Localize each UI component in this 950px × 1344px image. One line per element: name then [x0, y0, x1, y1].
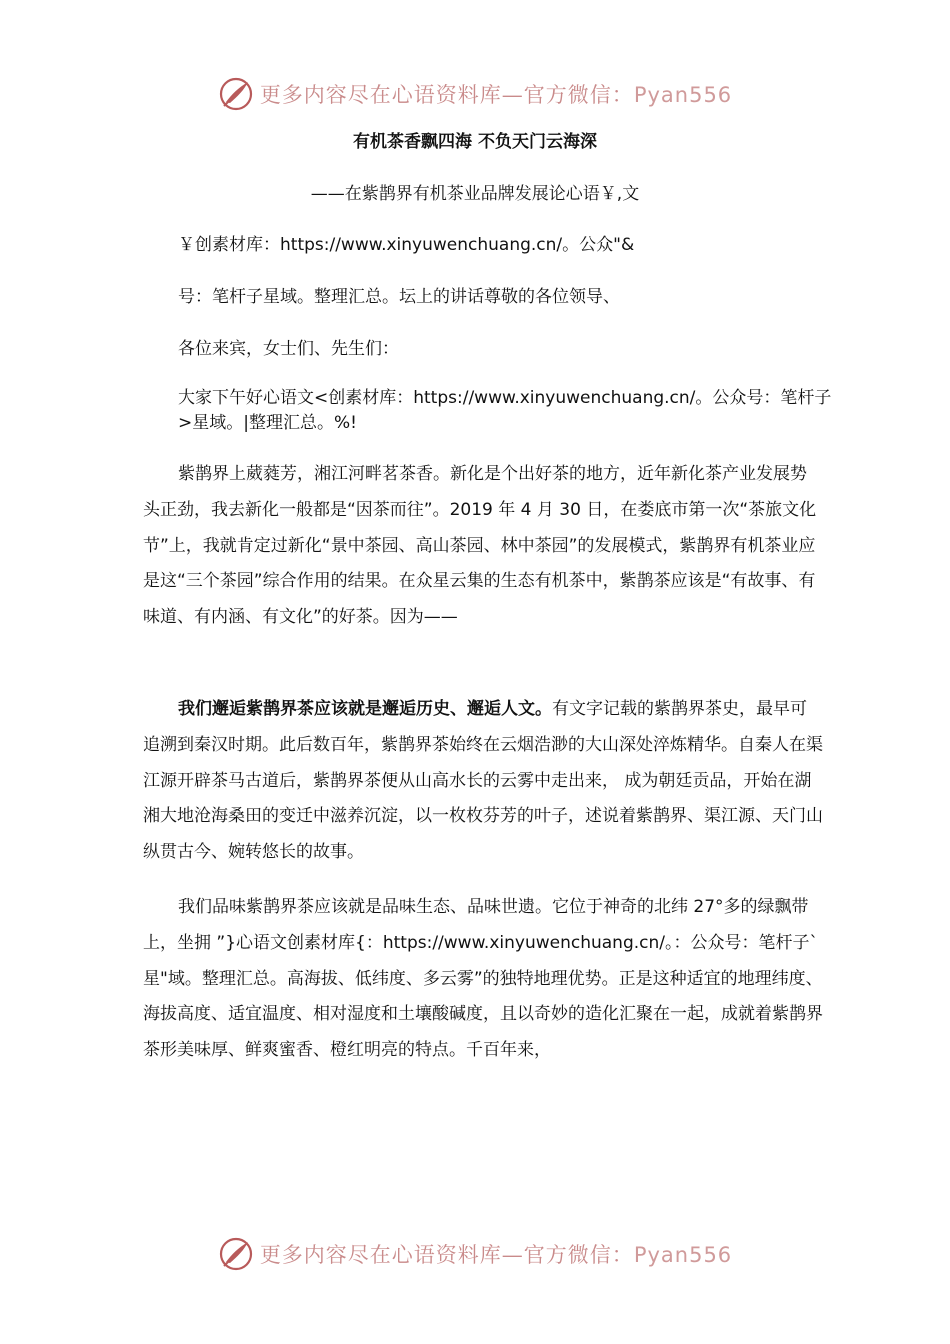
document-title: 有机茶香飘四海 不负天门云海深: [353, 132, 597, 152]
document-subtitle: ——在紫鹊界有机茶业品牌发展论心语￥,文: [310, 184, 640, 204]
text-line-1: ￥创素材库：https://www.xinyuwenchuang.cn/。公众"&: [178, 235, 635, 255]
text-line-3: 各位来宾，女士们、先生们：: [178, 339, 399, 359]
text-line-2: 号：笔杆子星域。整理汇总。坛上的讲话尊敬的各位领导、: [178, 287, 620, 307]
footer-banner-main-text: 更多内容尽在心语资料库—官方微信：: [259, 1243, 634, 1267]
paragraph-3: 我们品味紫鹊界茶应该就是品味生态、品味世遗。它位于神奇的北纬 27°多的绿飘带上，坐拥 ”}心语文创素材库{：https://www.xinyuwenchuang.cn/。：公众号：笔杆子`星"域。整理汇总。高海拔、低纬度、多云雾”的独特地理优势。正是这种适宜的地理纬度、海拔高度、适宜温度、相对湿度和土壤酸碱度，且以奇妙的造化汇聚在一起，成就着紫鹊界茶形美味厚、鲜爽蜜香、橙红明亮的特点。千百年来，: [143, 897, 823, 1061]
footer-banner: [0, 1232, 950, 1276]
banner-wechat-id: Pyan556: [633, 83, 733, 107]
banner-text: [260, 79, 732, 109]
paragraph-2-lead: 我们邂逅紫鹊界茶应该就是邂逅历史、邂逅人文。: [178, 699, 552, 719]
header-banner: [0, 72, 950, 116]
paragraph-1: 紫鹊界上葳蕤芳，湘江河畔茗茶香。新化是个出好茶的地方，近年新化茶产业发展势头正劲，我去新化一般都是“因茶而往”。2019 年 4 月 30 日，在娄底市第一次“茶旅文化节”上，我就肯定过新化“景中茶园、高山茶园、林中茶园”的发展模式，紫鹊界有机茶业应是这“三个茶园”综合作用的结果。在众星云集的生态有机茶中，紫鹊茶应该是“有故事、有味道、有内涵、有文化”的好茶。因为——: [143, 464, 817, 628]
quill-pen-logo-icon: [218, 1236, 254, 1272]
footer-banner-wechat-id: Pyan556: [633, 1243, 733, 1267]
paragraph-2: [143, 692, 823, 871]
footer-banner-text: [260, 1239, 732, 1269]
greeting-paragraph: 大家下午好心语文<创素材库：https://www.xinyuwenchuang.cn/。公众号：笔杆子>星域。|整理汇总。%!: [178, 388, 832, 433]
quill-pen-logo-icon: [218, 76, 254, 112]
banner-main-text: 更多内容尽在心语资料库—官方微信：: [259, 83, 634, 107]
paragraph-2-body: 有文字记载的紫鹊界茶史，最早可追溯到秦汉时期。此后数百年，紫鹊界茶始终在云烟浩渺的大山深处淬炼精华。自秦人在渠江源开辟茶马古道后，紫鹊界茶便从山高水长的云雾中走出来， 成为朝廷贡品，开始在湖湘大地沧海桑田的变迁中滋养沉淀，以一枚枚芬芳的叶子，述说着紫鹊界、渠江源、天门山纵贯古今、婉转悠长的故事。: [143, 699, 823, 863]
